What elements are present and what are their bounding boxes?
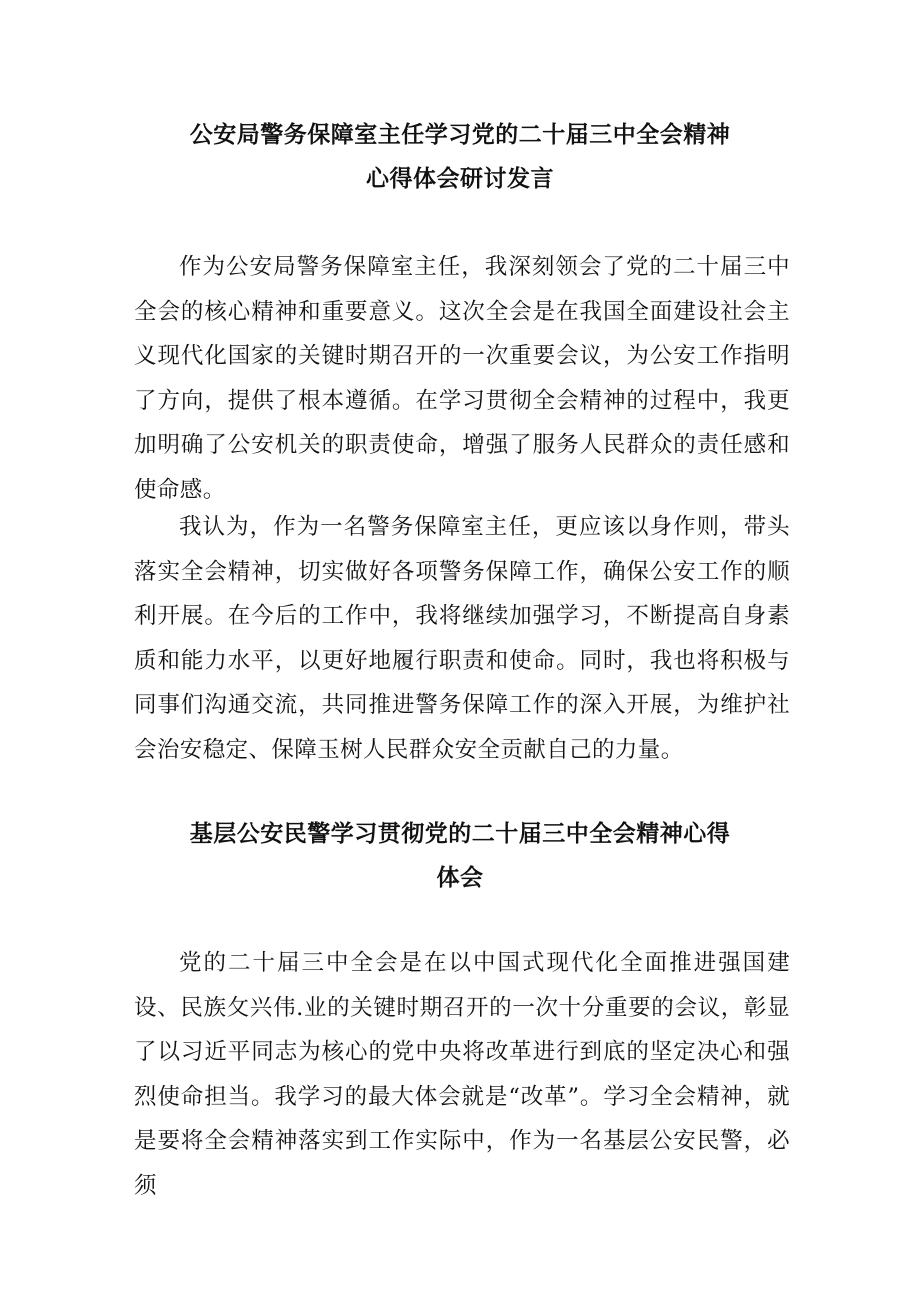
section2-paragraph-1: 党的二十届三中全会是在以中国式现代化全面推进强国建设、民族攵兴伟.业的关键时期召开的一次十分重要的会议，彰显了以习近平同志为核心的党中央将改革进行到底的坚定决心和强烈使命担当。我学习的最大体会就是“改革”。学习全会精神，就是要将全会精神落实到工作实际中，作为一名基层公安民警，必须 [134, 950, 790, 1199]
section2-title [130, 812, 790, 900]
section1-title [130, 113, 790, 201]
section2-title-line2: 体会 [436, 864, 484, 891]
section2-title-line1: 基层公安民警学习贯彻党的二十届三中全会精神心得 [189, 820, 731, 847]
section1-title-line2: 心得体会研讨发言 [366, 165, 554, 192]
section1-paragraph-1: 作为公安局警务保障室主任，我深刻领会了党的二十届三中全会的核心精神和重要意义。这次全会是在我国全面建设社会主义现代化国家的关键时期召开的一次重要会议，为公安工作指明了方向，提供了根本遵循。在学习贯彻全会精神的过程中，我更加明确了公安机关的职责使命，增强了服务人民群众的责任感和使命感。 [134, 254, 790, 503]
section1-paragraph-2: 我认为，作为一名警务保障室主任，更应该以身作则，带头落实全会精神，切实做好各项警务保障工作，确保公安工作的顺利开展。在今后的工作中，我将继续加强学习，不断提高自身素质和能力水平，以更好地履行职责和使命。同时，我也将积极与同事们沟通交流，共同推进警务保障工作的深入开展，为维护社会治安稳定、保障玉树人民群众安全贡献自己的力量。 [134, 514, 790, 763]
section1-title-line1: 公安局警务保障室主任学习党的二十届三中全会精神 [189, 121, 731, 148]
